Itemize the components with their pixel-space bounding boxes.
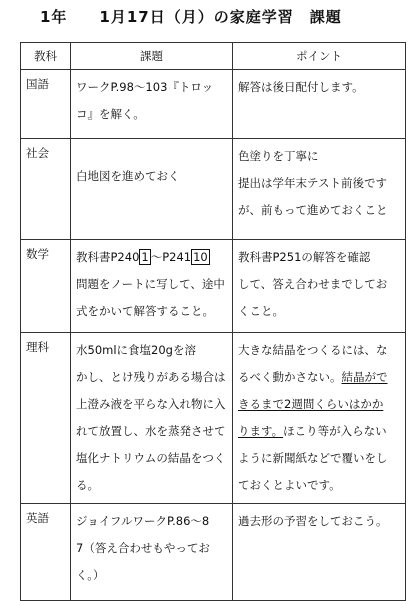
point-line [238,418,400,445]
point-line: 大きな結晶をつくるには、な [238,343,388,357]
point-line: ように新聞紙などで覆いをし [238,451,388,465]
point-text: ほこり等が入らない [283,424,387,438]
task-line: 塩化ナトリウムの結晶をつく [76,451,226,465]
task-line: く。） [76,568,105,582]
table-row [21,70,406,139]
header-point: ポイント [233,43,406,70]
header-task: 課題 [71,43,233,70]
subject-cell: 国語 [21,70,71,139]
task-line: かし、とけ残りがある場合は [76,370,226,384]
boxed-number: 1 [141,250,149,264]
subject-cell: 社会 [21,139,71,240]
task-cell [71,240,233,333]
point-line: 色塗りを丁寧に [238,149,319,163]
table-row [21,139,406,240]
task-line: 水50mlに食塩20gを溶 [76,343,196,357]
task-line [76,244,227,271]
underlined-text: 結晶がで [341,370,388,384]
task-text: ～P241 [150,250,192,264]
task-line: ワークP.98～103『トロッ [76,80,214,94]
subject-cell: 理科 [21,333,71,504]
point-line: ておくとよいです。 [238,478,341,492]
point-line [238,364,400,391]
task-line: 問題をノートに写して、途中 [76,277,225,291]
task-cell [71,70,233,139]
table-row [21,333,406,504]
point-text: るべく動かさない。 [238,370,342,384]
task-line: ジョイフルワークP.86～8 [76,514,210,528]
page-title: 1年 1月17日（月）の家庭学習 課題 [40,8,342,26]
point-line: 解答は後日配付します。 [238,80,364,94]
task-cell [71,504,233,601]
table-row [21,240,406,333]
point-line: して、答え合わせまでしてお [238,277,388,291]
subject-cell: 数学 [21,240,71,333]
point-line: が、前もって進めておくこと [238,203,388,217]
point-cell [233,333,406,504]
table-header-row [21,43,406,70]
point-line: 提出は学年末テスト前後です [238,176,388,190]
point-cell [233,504,406,601]
point-cell [233,240,406,333]
task-text: 教科書P240 [76,250,140,264]
underlined-text: ります。 [238,424,284,438]
underlined-text: きるまで2週間くらいはかか [238,397,384,411]
point-cell [233,139,406,240]
boxed-number: 10 [193,250,208,264]
header-subject: 教科 [21,43,71,70]
point-cell [233,70,406,139]
subject-cell: 英語 [21,504,71,601]
point-line: 過去形の予習をしておこう。 [238,514,388,528]
task-line: 7（答え合わせもやってお [76,541,210,555]
task-cell [71,139,233,240]
point-line: くこと。 [238,304,284,318]
task-line: れて放置し、水を蒸発させて [76,424,226,438]
task-line: る。 [76,478,99,492]
task-line: 上澄み液を平らな入れ物に入 [76,397,226,411]
task-cell [71,333,233,504]
task-line: 式をかいて解答すること。 [76,304,214,318]
homework-table [20,42,406,601]
point-line: 教科書P251の解答を確認 [238,250,371,264]
task-line: コ』を解く。 [76,107,145,121]
table-row [21,504,406,601]
task-line: 白地図を進めておく [76,169,180,183]
